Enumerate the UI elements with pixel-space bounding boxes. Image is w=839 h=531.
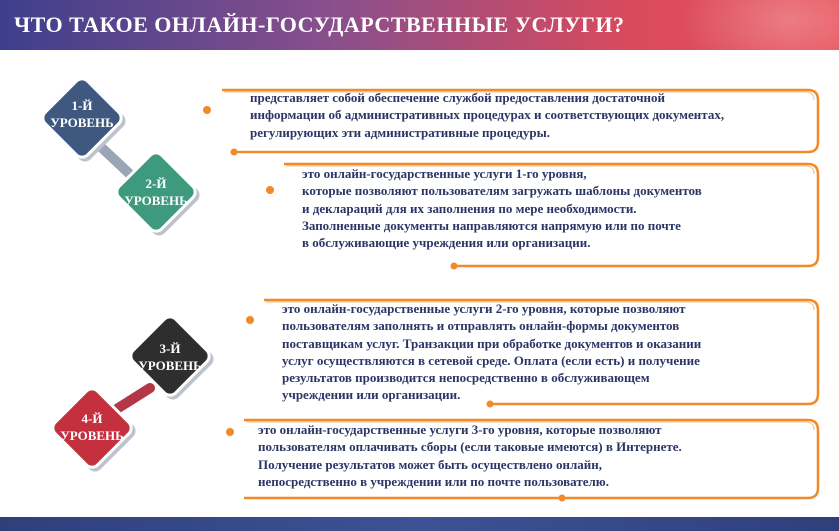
level-2-line: которые позволяют пользователям загружать шаблоны документов [302, 183, 702, 199]
level-2-line: и деклараций для их заполнения по мере необходимости. [302, 200, 637, 216]
level-3-line: результатов производится непосредственно в обслуживающем [282, 370, 650, 386]
level-3-label [114, 340, 226, 374]
level-4-number: 4-Й [81, 411, 103, 426]
level-1-number: 1-Й [71, 98, 93, 113]
level-1-line: регулирующих эти административные процедуры. [250, 124, 550, 140]
footer-bar [0, 517, 839, 531]
level-2-word: УРОВЕНЬ [124, 193, 188, 208]
level-2-line: в обслуживающие учреждения или организации. [302, 235, 591, 251]
level-3-line: это онлайн-государственные услуги 2-го уровня, которые позволяют [282, 301, 686, 316]
level-3-description [282, 300, 701, 404]
level-2-number: 2-Й [145, 176, 167, 191]
level-2-label [100, 175, 212, 209]
level-3-number: 3-Й [159, 341, 181, 356]
level-4-line: это онлайн-государственные услуги 3-го уровня, которые позволяют [258, 422, 662, 437]
level-1-label [26, 97, 138, 131]
level-3-line: учреждении или организации. [282, 387, 461, 403]
level-4-line: пользователям оплачивать сборы (если таковые имеются) в Интернете. [258, 439, 682, 455]
level-3-word: УРОВЕНЬ [138, 358, 202, 373]
level-1-line: представляет собой обеспечение службой предоставления достаточной [250, 90, 666, 105]
level-3-line: услуг осуществляются в сетевой среде. Оплата (если есть) и получение [282, 352, 700, 368]
level-1-description [250, 89, 724, 141]
level-4-line: Получение результатов может быть осуществлено онлайн, [258, 456, 603, 472]
level-4-word: УРОВЕНЬ [60, 428, 124, 443]
level-4-line: непосредственно в учреждении или по почте пользователю. [258, 473, 609, 489]
level-4-diamond [36, 372, 148, 484]
level-2-line: Заполненные документы направляются напрямую или по почте [302, 217, 681, 233]
level-3-line: пользователям заполнять и отправлять онлайн-формы документов [282, 318, 680, 334]
level-2-description [302, 165, 702, 251]
page-title: ЧТО ТАКОЕ ОНЛАЙН-ГОСУДАРСТВЕННЫЕ УСЛУГИ? [14, 12, 625, 37]
level-2-diamond [100, 136, 212, 248]
level-4-description [258, 421, 682, 490]
level-3-line: поставщикам услуг. Транзакции при обработке документов и оказании [282, 335, 702, 351]
level-1-line: информации об административных процедурах и соответствующих документах, [250, 107, 725, 123]
level-4-label [36, 410, 148, 444]
level-1-word: УРОВЕНЬ [50, 115, 114, 130]
level-2-line: это онлайн-государственные услуги 1-го уровня, [302, 166, 587, 181]
